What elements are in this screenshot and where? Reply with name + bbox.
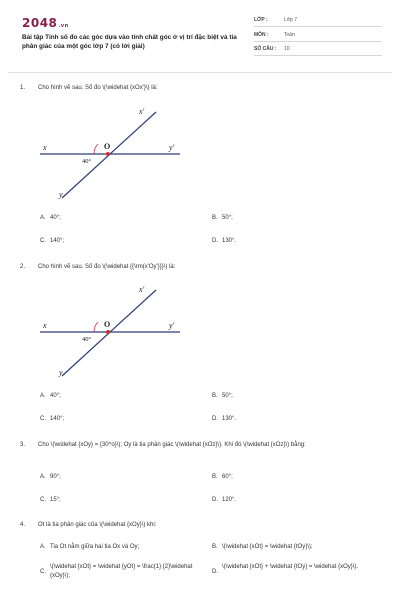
option-text: 120°. <box>222 497 237 503</box>
option-text: 50°; <box>222 393 233 399</box>
site-logo[interactable] <box>22 16 69 30</box>
document-title: Bài tập Tính số đo các góc dựa vào tính chất góc ở vị trí đặc biệt và tia phân giác của một góc lớp 7 (có lời giải) <box>22 34 237 50</box>
question-text: Ot là tia phân giác của \(\widehat {xOy}\) khi: <box>38 522 157 528</box>
option-text: 15°; <box>50 497 61 503</box>
label-x-prime: x' <box>139 107 145 116</box>
label-y: y <box>59 190 63 199</box>
label-x: x <box>43 143 47 152</box>
option-letter: C. <box>40 497 46 503</box>
option-letter: A. <box>40 393 46 399</box>
meta-value: 10 <box>284 46 290 52</box>
question-text: Cho hình vẽ sau. Số đo \(\widehat {xOx'}\) là: <box>38 85 158 91</box>
option-letter: B. <box>212 393 218 399</box>
option-letter: C. <box>40 238 46 244</box>
label-x: x <box>43 321 47 330</box>
option-text: 40°; <box>50 393 61 399</box>
question-number: 2. <box>20 264 26 270</box>
label-y-prime: y' <box>169 143 175 152</box>
option-text: 140°; <box>50 238 65 244</box>
option-letter: B. <box>212 215 218 221</box>
angle-label: 40° <box>82 336 92 343</box>
angle-arc <box>94 144 98 154</box>
option-letter: D. <box>212 416 218 422</box>
meta-label: MÔN : <box>254 31 269 38</box>
option-text: 50°; <box>222 215 233 221</box>
option-letter: A. <box>40 474 46 480</box>
document-meta <box>254 14 382 58</box>
option-text: 90°; <box>50 474 61 480</box>
label-y-prime: y' <box>169 321 175 330</box>
option-letter: C. <box>40 569 46 575</box>
label-y: y <box>59 368 63 377</box>
label-x-prime: x' <box>139 285 145 294</box>
label-o: O <box>104 142 111 151</box>
page-header <box>0 0 400 68</box>
question-number: 4. <box>20 522 26 528</box>
option-letter: D. <box>212 238 218 244</box>
meta-row-subject <box>254 29 382 42</box>
angle-label: 40° <box>82 158 92 165</box>
option-letter: C. <box>40 416 46 422</box>
question-text: Cho \(\widehat {xOy} = {30^o}\); Oy là tia phân giác \(\widehat {xOz}\). Khi đó \(\widehat {xOz}\) bằng: <box>38 442 306 448</box>
option-letter: D. <box>212 569 218 575</box>
figure-q2 <box>30 280 230 380</box>
option-letter: B. <box>212 544 218 550</box>
option-text: \(\widehat {xOt} = \widehat {yOt} = \frac{1} {2}\widehat {xOy}\); <box>50 564 193 579</box>
meta-value: Lớp 7 <box>284 17 298 23</box>
question-number: 1. <box>20 85 26 91</box>
meta-label: SỐ CÂU : <box>254 46 277 52</box>
meta-value: Toán <box>284 31 295 38</box>
label-o: O <box>104 320 111 329</box>
option-letter: A. <box>40 544 46 550</box>
angle-arc <box>94 322 98 332</box>
option-letter: A. <box>40 215 46 221</box>
header-divider <box>8 72 392 73</box>
logo-sub-text: .vn <box>58 23 69 29</box>
option-letter: D. <box>212 497 218 503</box>
option-text: 130°. <box>222 416 237 422</box>
question-text: Cho hình vẽ sau. Số đo \(\widehat {{\rm{x'Oy'}}}\) là: <box>38 264 176 270</box>
option-letter: B. <box>212 474 218 480</box>
point-o <box>106 330 110 334</box>
option-text: 140°; <box>50 416 65 422</box>
logo-main-text: 2048 <box>22 16 58 30</box>
option-text: 60°; <box>222 474 233 480</box>
meta-label: LỚP : <box>254 17 268 23</box>
option-text: 40°; <box>50 215 61 221</box>
figure-q1 <box>30 98 230 208</box>
point-o <box>106 152 110 156</box>
option-text: \(\widehat {xOt} = \widehat {tOy}\); <box>222 544 313 550</box>
meta-row-count <box>254 43 382 56</box>
option-text: \(\widehat {xOt} + \widehat {tOy} = \widehat {xOy}\). <box>222 564 359 570</box>
option-text: 130°. <box>222 238 237 244</box>
meta-row-class <box>254 14 382 27</box>
question-number: 3. <box>20 442 26 448</box>
option-text: Tia Ot nằm giữa hai tia Ox và Oy; <box>50 544 140 550</box>
